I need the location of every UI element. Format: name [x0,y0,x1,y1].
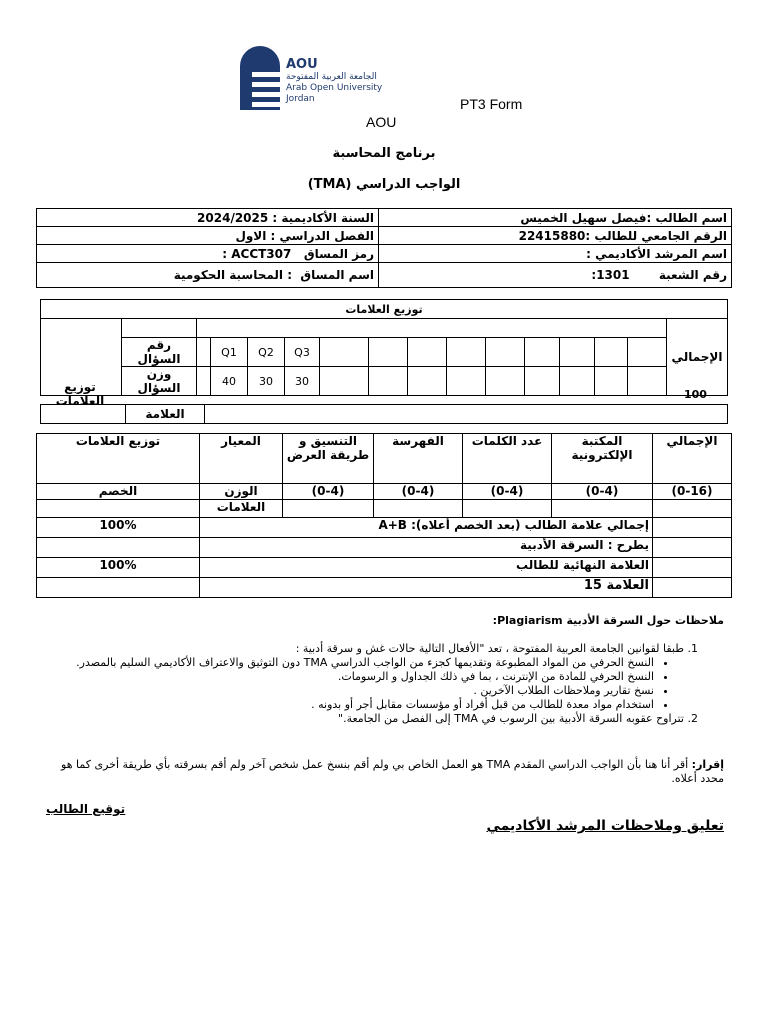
tma-title: الواجب الدراسي (TMA) [307,177,461,192]
notes-bullet: • استخدام مواد معدة للطالب من قبل أفراد أو مؤسسات مقابل أجر أو بدونه . [30,698,654,712]
final-pct: 100% [37,558,200,578]
academic-year-value: 2024/2025 [197,210,269,225]
logo-english-text: Arab Open University [286,83,383,93]
question-weight-label: وزن السؤال [122,367,197,396]
logo-main-text: AOU [286,57,318,72]
tutor-name: اسم المرشد الأكاديمي : [379,245,732,263]
grade-header-formatting: التنسيق و طريقة العرض [283,434,374,484]
weight-label: الوزن [200,484,283,500]
final-mark-label: العلامة النهائية للطالب [200,558,653,578]
tutor-comments: تعليق وملاحظات المرشد الأكاديمي [486,818,724,834]
range-wordcount: (0-4) [463,484,552,500]
course-name: اسم المساق : المحاسبة الحكومية [37,263,379,288]
mark-row-label: العلامة [126,405,205,424]
mark-value: 15 [583,578,602,593]
grading-table [36,433,732,598]
form-code: PT3 Form [460,96,523,112]
student-id: الرقم الجامعي للطالب :22415880 [379,227,732,245]
student-name: اسم الطالب :فيصل سهيل الخميس [379,209,732,227]
question-number-label: رقم السؤال [122,338,197,367]
grade-header-indexing: الفهرسة [374,434,463,484]
total-header: الإجمالي [667,319,728,396]
section-number: رقم الشعبة 1301: [379,263,732,288]
total-after-deduction: إجمالي علامة الطالب (بعد الخصم أعلاه): A+B [200,518,653,538]
section-value: 1301: [591,268,630,282]
student-signature: توقيع الطالب [46,802,126,816]
marks-side-label: توزيع العلامات [55,380,105,408]
marks-row-table [40,404,728,424]
grade-header-elibrary: المكتبة الإلكترونية [552,434,653,484]
academic-year: السنة الأكاديمية : 2024/2025 [37,209,379,227]
range-elibrary: (0-4) [552,484,653,500]
plagiarism-notes [30,614,724,726]
notes-bullet: • النسخ الحرفي من المواد المطبوعة وتقديمها كجزء من الواجب الدراسي TMA دون التوثيق والاعتراف الأكاديمي السليم بالمصدر. [30,656,654,670]
logo-arabic-text: الجامعة العربية المفتوحة [286,72,377,82]
total-after-pct: 100% [37,518,200,538]
total-weight: 100 [684,388,707,401]
semester: الفصل الدراسي : الاول [37,227,379,245]
marks-table-title: توزيع العلامات [41,300,728,319]
question-q1: Q1 [211,338,248,367]
weight-q3: 30 [285,367,320,396]
logo-country-text: Jordan [286,94,315,104]
course-name-value: : المحاسبة الحكومية [173,268,293,282]
notes-bullet: • النسخ الحرفي للمادة من الإنترنت ، بما في ذلك الجداول و الرسومات. [30,670,654,684]
weight-q2: 30 [248,367,285,396]
question-q2: Q2 [248,338,285,367]
mark-label: العلامة [606,578,649,593]
grade-header-wordcount: عدد الكلمات [463,434,552,484]
weight-q1: 40 [211,367,248,396]
grade-header-distribution: توزيع العلامات [37,434,200,484]
notes-item-1: 1. طبقا لقوانين الجامعة العربية المفتوحة ، تعد "الأفعال التالية حالات غش و سرقة أدبية : • النسخ الحرفي من المواد المطبوعة وتقديمها كجزء من الواجب الدراسي TMA دون التوثيق والاعتراف الأكاديمي السليم بالمصدر. • النسخ الحرفي للمادة من الإنترنت ، بما في ذلك الجداول و الرسومات. • نسخ تقارير وملاحظات الطلاب الآخرين . • استخدام مواد معدة للطالب من قبل أفراد أو مؤسسات مقابل أجر أو بدونه . [30,642,684,712]
student-info-table [36,208,732,288]
range-indexing: (0-4) [374,484,463,500]
plagiarism-deduction: يطرح : السرقة الأدبية [200,538,653,558]
course-code-value: ACCT307 : [222,246,292,261]
program-title: برنامج المحاسبة [332,146,436,161]
declaration [46,758,724,786]
notes-bullet: • نسخ تقارير وملاحظات الطلاب الآخرين . [30,684,654,698]
aou-label: AOU [366,114,397,130]
question-q3: Q3 [285,338,320,367]
course-code: رمز المساق ACCT307 : [37,245,379,263]
declaration-text: أقر أنا هنا بأن الواجب الدراسي المقدم TMA هو العمل الخاص بي ولم أقم بنسخ عمل شخص آخر ولم أقم بسرقته بأي طريقة أخرى كما هو محدد أعلاه. [61,758,724,785]
notes-title: ملاحظات حول السرقة الأدبية Plagiarism: [492,614,724,627]
grade-header-total: الإجمالي [653,434,732,484]
range-formatting: (0-4) [283,484,374,500]
grade-header-criterion: المعيار [200,434,283,484]
declaration-label: إقرار: [691,758,724,771]
deduction-label: الخصم [37,484,200,500]
range-total: (0-16) [653,484,732,500]
marks-label: العلامات [200,500,283,518]
mark-row [200,578,653,598]
marks-distribution-table [40,299,728,396]
aou-logo [240,46,390,112]
aou-logo-emblem [240,46,280,110]
notes-item-2: 2. تتراوح عقوبه السرقة الأدبية بين الرسوب في TMA إلى الفصل من الجامعة." [30,712,684,726]
